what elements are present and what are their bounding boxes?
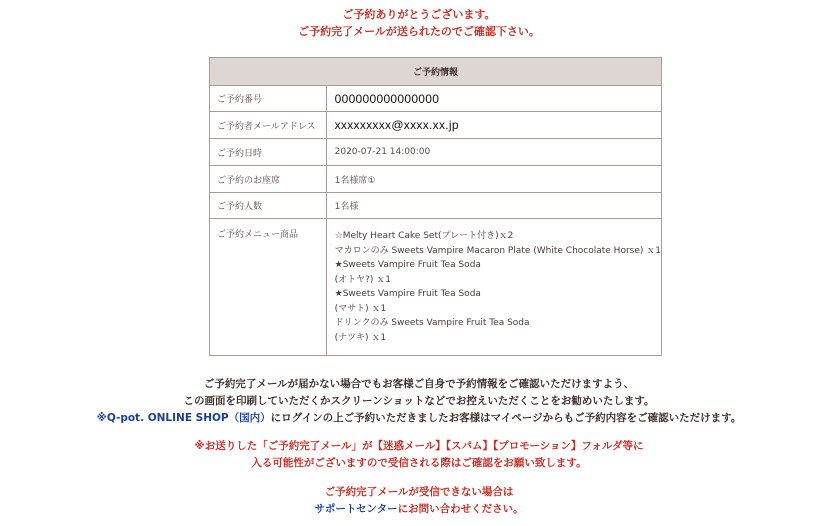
reservation-info-table	[209, 57, 662, 356]
notice-line-2: この画面を印刷していただくかスクリーンショットなどでお控えいただくことをお勧めいたします。	[183, 395, 655, 407]
seat-label: ご予約のお座席	[210, 166, 327, 193]
list-item: マカロンのみ Sweets Vampire Macaron Plate (White Chocolate Horse) ｘ1	[334, 245, 661, 256]
print-notice	[0, 376, 838, 427]
warning-line-1: ※お送りした「ご予約完了メール」が【迷惑メール】【スパム】【プロモーション】フォルダ等に	[194, 440, 644, 452]
contact-line-2-text: にお問い合わせください。	[397, 503, 524, 515]
list-item: (ナツキ) ｘ1	[334, 332, 387, 343]
seat-value: 1名様席①	[326, 166, 661, 193]
table-row	[210, 166, 662, 193]
table-row	[210, 112, 662, 139]
menu-item-list	[335, 223, 661, 351]
reservation-info-heading: ご予約情報	[210, 58, 662, 86]
contact-notice	[0, 484, 838, 518]
contact-line-1: ご予約完了メールが受信できない場合は	[324, 486, 514, 498]
notice-line-3	[0, 410, 838, 427]
support-center-link[interactable]: サポートセンター	[314, 503, 398, 515]
email-label: ご予約者メールアドレス	[210, 112, 327, 139]
list-item: ★Sweets Vampire Fruit Tea Soda	[334, 289, 481, 299]
notice-line-1: ご予約完了メールが届かない場合でもお客様ご自身で予約情報をご確認いただけますよう、	[203, 378, 635, 390]
reservation-number-label: ご予約番号	[210, 86, 327, 112]
list-item: ★Sweets Vampire Fruit Tea Soda	[334, 260, 481, 270]
list-item: ☆Melty Heart Cake Set(プレート付き)ｘ2	[334, 231, 514, 241]
warning-line-2: 入る可能性がございますので受信される際はご確認をお願い致します。	[251, 457, 587, 469]
datetime-value: 2020-07-21 14:00:00	[326, 139, 661, 166]
thanks-line-2: ご予約完了メールが送られたのでご確認下さい。	[298, 25, 540, 38]
notice-line-3-text: にログインの上ご予約いただきましたお客様はマイページからもご予約内容をご確認いただけます。	[270, 412, 742, 424]
table-row	[210, 219, 662, 356]
contact-line-2	[0, 501, 838, 518]
menu-label: ご予約メニュー商品	[210, 219, 327, 356]
list-item: ドリンクのみ Sweets Vampire Fruit Tea Soda	[334, 318, 530, 328]
spam-warning	[0, 438, 838, 472]
reservation-number-value: 000000000000000	[326, 86, 661, 112]
table-row	[210, 139, 662, 166]
table-row	[210, 193, 662, 219]
party-size-value: 1名様	[326, 193, 661, 219]
thanks-message	[0, 6, 838, 40]
email-value: xxxxxxxxx@xxxx.xx.jp	[326, 112, 661, 139]
menu-value	[326, 219, 661, 356]
party-size-label: ご予約人数	[210, 193, 327, 219]
list-item: (マサト) ｘ1	[334, 303, 387, 314]
online-shop-link[interactable]: ※Q-pot. ONLINE SHOP（国内）	[96, 412, 271, 424]
thanks-line-1: ご予約ありがとうございます。	[342, 8, 496, 21]
table-row	[210, 86, 662, 112]
datetime-label: ご予約日時	[210, 139, 327, 166]
list-item: (オトヤ?) ｘ1	[334, 274, 392, 285]
